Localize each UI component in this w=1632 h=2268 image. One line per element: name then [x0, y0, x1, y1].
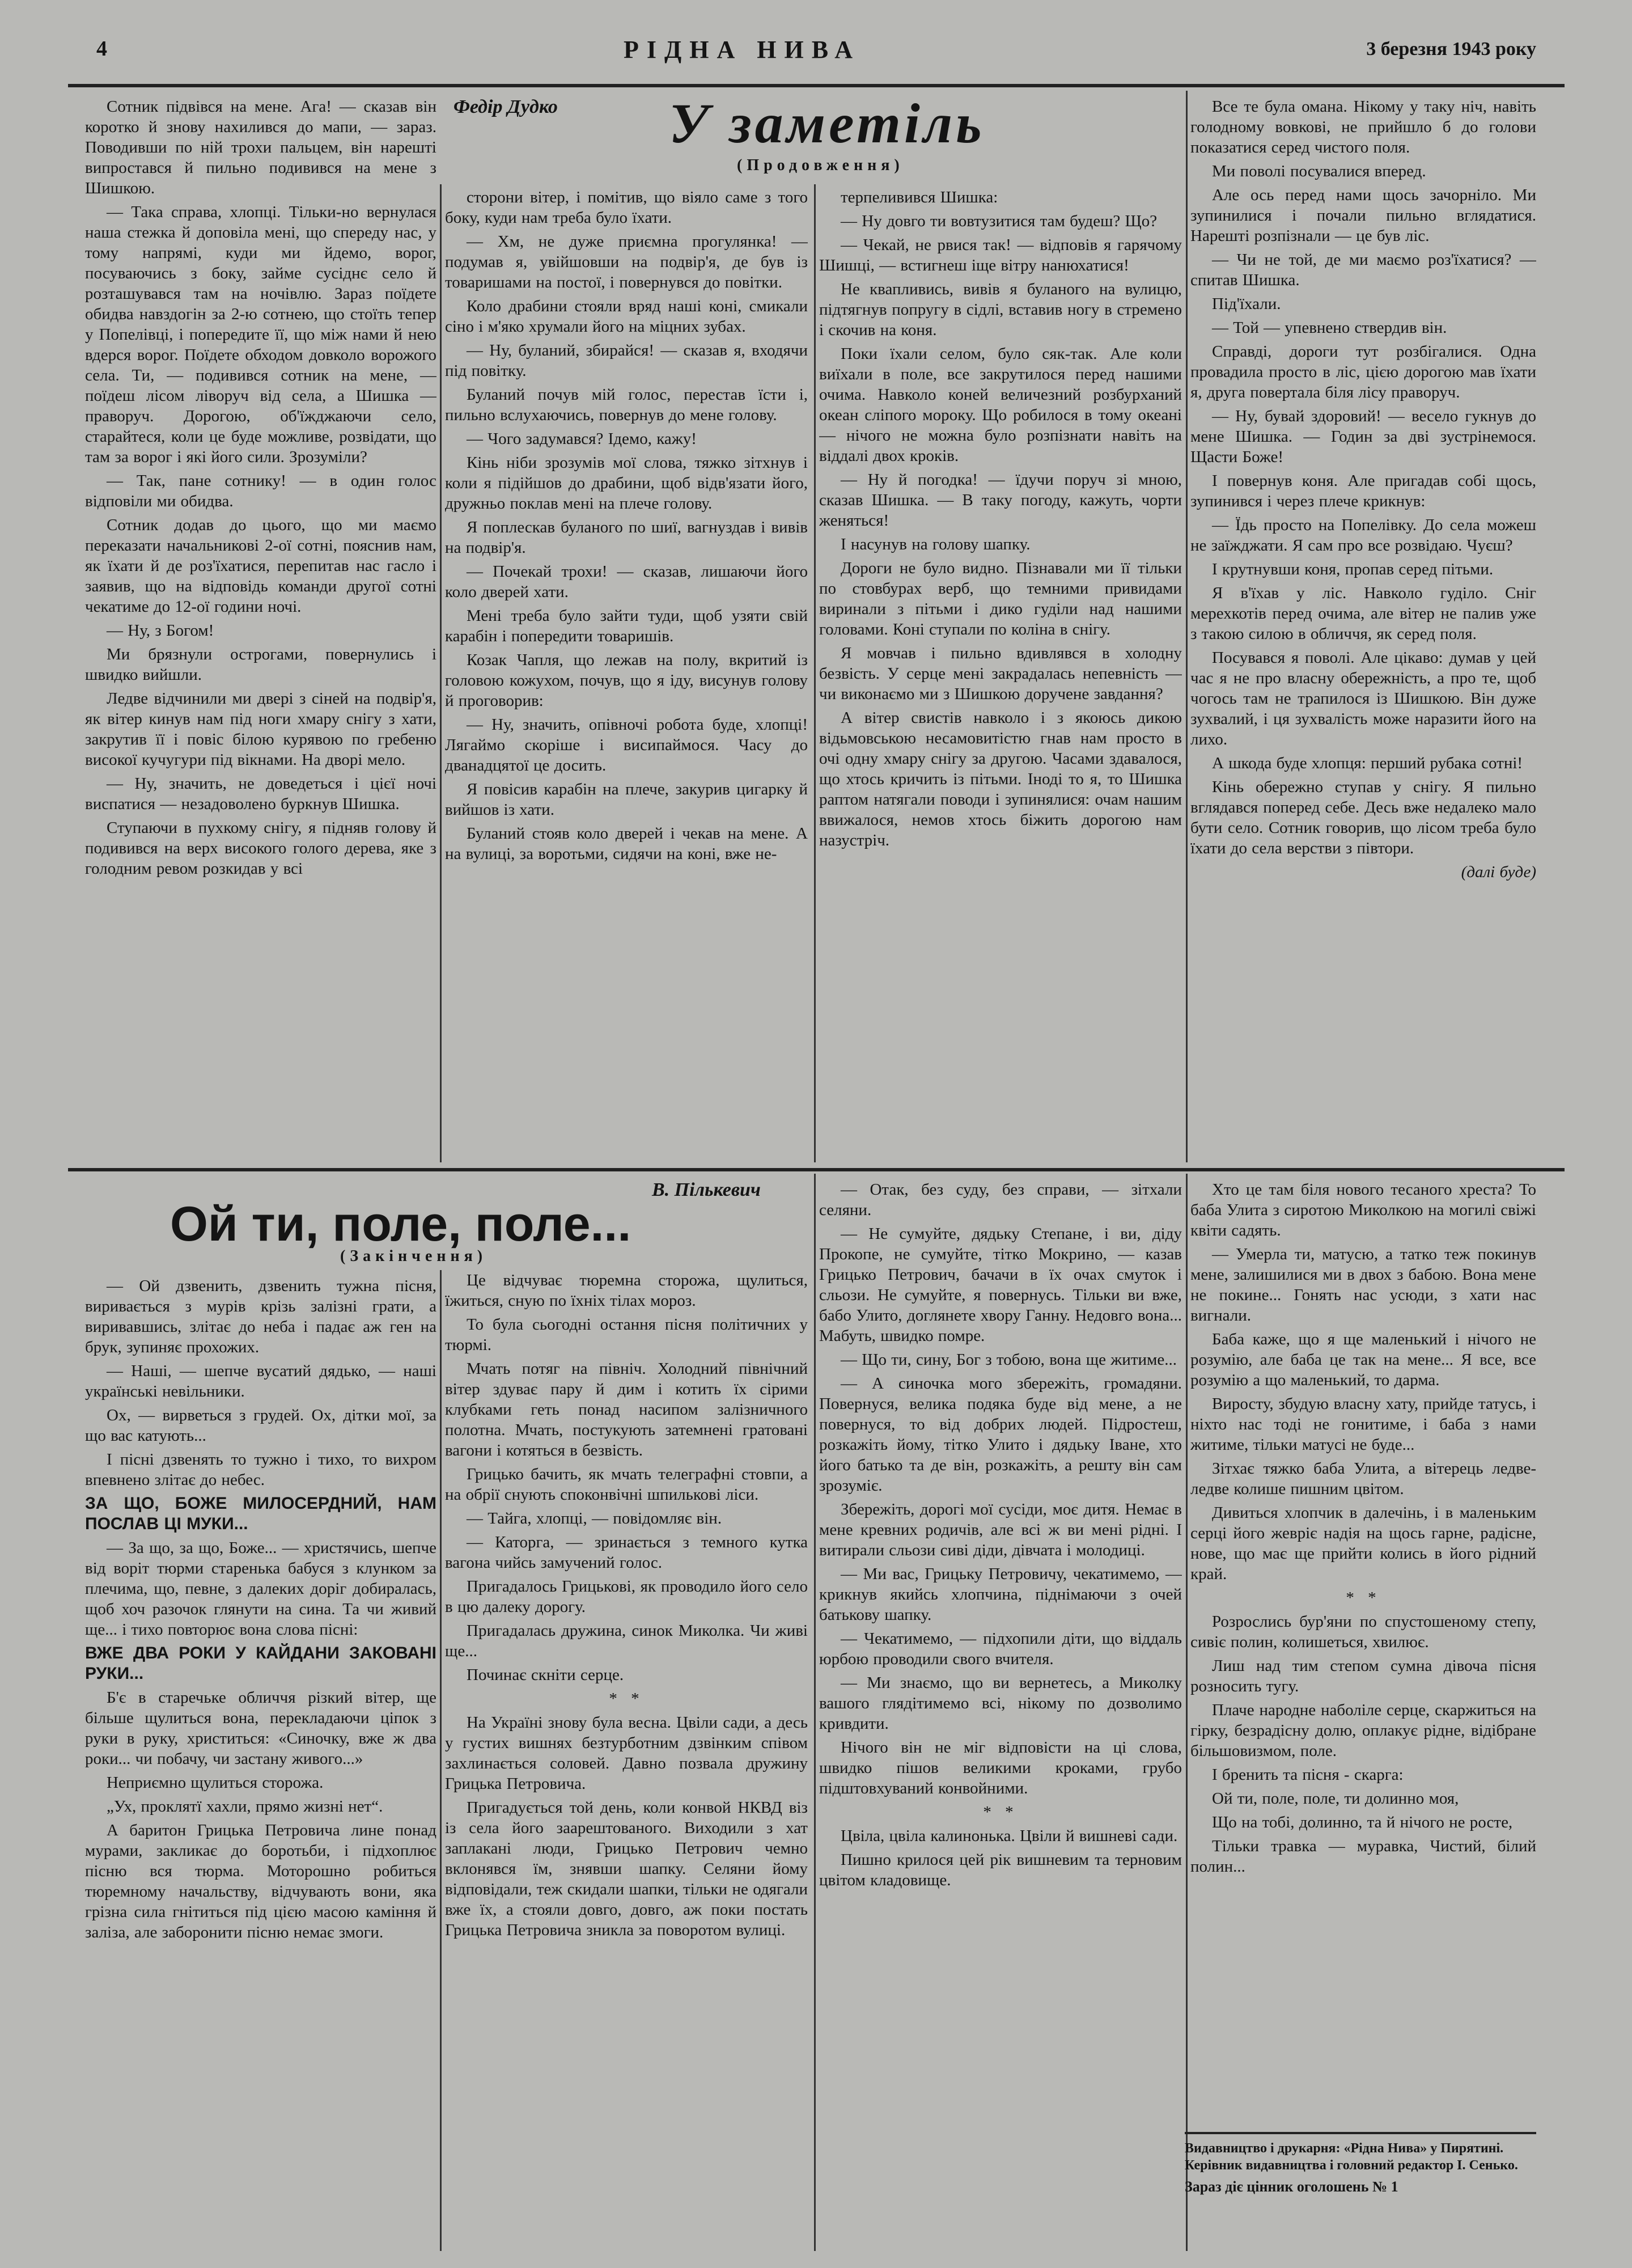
- column-divider: [814, 1174, 816, 2251]
- story2-author: В. Пількевич: [652, 1179, 761, 1200]
- paragraph: — Ми вас, Грицьку Петровичу, чекатимемо, — крикнув якийсь хлопчина, піднімаючи з очей батькову шапку.: [819, 1565, 1182, 1624]
- paragraph: — Почекай трохи! — сказав, лишаючи його коло дверей хати.: [445, 562, 808, 601]
- paragraph: ВЖЕ ДВА РОКИ У КАЙДАНИ ЗАКОВАНІ РУКИ...: [85, 1644, 436, 1683]
- paragraph: терпеливився Шишка:: [841, 188, 998, 206]
- paragraph: Розрослись бур'яни по спустошеному степу, сивіє полин, колишеться, хвилює.: [1190, 1613, 1536, 1651]
- paragraph: — Ой дзвенить, дзвенить тужна пісня, виривається з мурів крізь залізні грати, а виривавшись, злітає до неба і падає аж ген на брук, зупиняє прохожих.: [85, 1277, 436, 1356]
- paragraph: Сотник підвівся на мене. Ага! — сказав він коротко й знову нахилився до мапи, — зараз. Поводивши по ній трохи пальцем, він нарешті випростався й пильно подивився на мене з Шишкою.: [85, 98, 436, 197]
- paragraph: — За що, за що, Боже... — христячись, шепче від воріт тюрми старенька бабуся з клунком за плечима, що, певне, з далеких доріг добиралась, щоб хоч разочок глянути на сина. Та чи живий ще... і тихо повторює вона слова пісні:: [85, 1539, 436, 1639]
- paragraph: Що на тобі, долинно, та й нічого не росте,: [1212, 1813, 1513, 1831]
- paragraph: Ми поволі посувалися вперед.: [1212, 162, 1426, 180]
- paragraph: Баба каже, що я ще маленький і нічого не розумію, але баба це так на мене... Я все, все розумію а що маленький, то дарма.: [1190, 1330, 1536, 1389]
- paragraph: Козак Чапля, що лежав на полу, вкритий із головою кожухом, почув, що я іду, висунув голову й проговорив:: [445, 651, 808, 710]
- paragraph: Кінь ніби зрозумів мої слова, тяжко зітхнув і коли я підійшов до драбини, щоб відв'язати його, дружньо поклав мені на плече голову.: [445, 454, 808, 513]
- paragraph: Я мовчав і пильно вдивлявся в холодну безвість. У серце мені закрадалась непевність — чи виконаємо ми з Шишкою доручене завдання?: [819, 644, 1182, 703]
- story1-column-2: [445, 187, 808, 1162]
- story2-column-4: [1190, 1179, 1536, 2126]
- paragraph: — Ну, значить, не доведеться і цієї ночі виспатися — незадоволено буркнув Шишка.: [85, 775, 436, 813]
- column-divider: [440, 1270, 442, 2251]
- paragraph: Пишно крилося цей рік вишневим та терновим цвітом кладовище.: [819, 1851, 1182, 1889]
- paragraph: — А синочка мого збережіть, громадяни. Повернуся, велика подяка буде від мене, а не повернуся, то від добрих людей. Підростеш, розкажіть йому, тітко Улито і дядьку Іване, хто його батько та де він, розкажіть, а решту він сам зрозуміє.: [819, 1374, 1182, 1495]
- paragraph: Зітхає тяжко баба Улита, а вітерець ледве-ледве колише пишним цвітом.: [1190, 1459, 1536, 1498]
- paragraph: Справді, дороги тут розбігалися. Одна провадила просто в ліс, цією дорогою мав їхати я, друга повертала біля лісу праворуч.: [1190, 342, 1536, 401]
- paragraph: Неприємно щулиться сторожа.: [107, 1774, 324, 1792]
- story2-subtitle: (Закінчення): [340, 1247, 488, 1265]
- story1-column-3: [819, 187, 1182, 1162]
- paragraph: — Ну й погодка! — їдучи поруч зі мною, сказав Шишка. — В таку погоду, кажуть, чорти женяться!: [819, 471, 1182, 530]
- paragraph: сторони вітер, і помітив, що віяло саме з того боку, куди нам треба було їхати.: [445, 188, 808, 227]
- paragraph: — Ну, бувай здоровий! — весело гукнув до мене Шишка. — Годин за дві зустрінемося. Щасти Боже!: [1190, 407, 1536, 466]
- paragraph: Пригадалась дружина, синок Миколка. Чи живі ще...: [445, 1622, 808, 1660]
- paragraph: А баритон Грицька Петровича лине понад мурами, закликає до боротьби, і підхоплює пісню вся тюрма. Моторошно робиться тюремному начальству, відчувають вони, яка грізна сила гнітиться під цією масою каміння й заліза, але заборонити пісню немає змоги.: [85, 1821, 436, 1941]
- paragraph: А вітер свистів навколо і з якоюсь дикою відьмовською несамовитістю гнав нам просто в очі одну хмару снігу за другою. Часами здавалося, що хтось кричить із пітьми. Іноді то я, то Шишка раптом натягали поводи і зупинялися: очам нашим ввижалося, немов хтось біжить дорогою нам назустріч.: [819, 709, 1182, 849]
- paragraph: І крутнувши коня, пропав серед пітьми.: [1212, 560, 1494, 578]
- paragraph: Але ось перед нами щось зачорніло. Ми зупинилися і почали пильно вглядатися. Нарешті розпізнали — це був ліс.: [1190, 186, 1536, 245]
- imprint: [1185, 2132, 1536, 2195]
- story1-column-4: [1190, 96, 1536, 1162]
- paragraph: — Не сумуйте, дядьку Степане, і ви, діду Прокопе, не сумуйте, тітко Мокрино, — казав Грицько Петрович, бачачи в їх очах смуток і сльози. Не сумуйте, я повернусь. Тільки ви вже, бабо Улито, доглянете хвору Ганну. Недовго вона... Мабуть, швидко помре.: [819, 1225, 1182, 1345]
- paragraph: Ледве відчинили ми двері з сіней на подвір'я, як вітер кинув нам під ноги хмару снігу з хати, закрутив її і повіс білою курявою по гребеню високої кучугури під вікнами. На дворі мело.: [85, 689, 436, 769]
- paragraph: Мчать потяг на північ. Холодний північний вітер здуває пару й дим і котить їх сірими клубками геть понад насипом залізничного полотна. Мчать, постукують затемнені гратовані вагони і котяться в безвість.: [445, 1360, 808, 1459]
- paragraph: Поки їхали селом, було сяк-так. Але коли виїхали в поле, все закрутилося перед нашими очима. Навколо коней величезний розбурханий океан сліпого мороку. Що робилося в тому океані — нічого не можна було розпізнати навіть на віддалі двох кроків.: [819, 345, 1182, 465]
- paragraph: — Отак, без суду, без справи, — зітхали селяни.: [819, 1180, 1182, 1219]
- paragraph: ЗА ЩО, БОЖЕ МИЛОСЕРДНИЙ, НАМ ПОСЛАВ ЦІ МУКИ...: [85, 1494, 436, 1533]
- paragraph: — Каторга, — зринається з темного кутка вагона чийсь замучений голос.: [445, 1533, 808, 1572]
- paragraph: Посувався я поволі. Але цікаво: думав у цей час я не про власну обережність, а про те, щоб чогось там не трапилося із Шишкою. Він дуже зухвалий, і ця зухвалість може наразити його на лихо.: [1190, 649, 1536, 748]
- paragraph: Сотник додав до цього, що ми маємо переказати начальникові 2-ої сотні, пояснив нам, як їхати й де роз'їхатися, перепитав нас гасло і заявив, що на відповідь команди другої сотні чекатиме до 12-ої години ночі.: [85, 516, 436, 616]
- paragraph: Плаче народне наболіле серце, скаржиться на гірку, безрадісну долю, оплакує рідне, відібране більшовизмом, поле.: [1190, 1701, 1536, 1760]
- paragraph: Під'їхали.: [1212, 295, 1281, 313]
- paragraph: Ой ти, поле, поле, ти долинно моя,: [1212, 1789, 1459, 1808]
- paragraph: Збережіть, дорогі мої сусіди, моє дитя. Немає в мене кревних родичів, але всі ж ви мені рідні. І витирали сльози сиві діди, дівчата і молодиці.: [819, 1500, 1182, 1559]
- paragraph: Коло драбини стояли вряд наші коні, смикали сіно і м'яко хрумали його на міцних зубах.: [445, 297, 808, 336]
- column-divider: [1186, 91, 1188, 1162]
- paragraph: — Ну довго ти вовтузитися там будеш? Що?: [841, 212, 1158, 230]
- paragraph: Тільки травка — муравка, Чистий, білий полин...: [1190, 1837, 1536, 1876]
- paragraph: — Ну, буланий, збирайся! — сказав я, входячи під повітку.: [445, 341, 808, 380]
- paragraph: — Ну, з Богом!: [107, 621, 214, 640]
- paragraph: Ми брязнули острогами, повернулись і швидко вийшли.: [85, 645, 436, 684]
- story2-column-3: [819, 1179, 1182, 2251]
- paragraph: * *: [983, 1803, 1018, 1821]
- paragraph: * *: [1346, 1589, 1381, 1607]
- paragraph: Це відчуває тюремна сторожа, щулиться, їжиться, сную по їхніх тілах мороз.: [445, 1271, 808, 1310]
- paragraph: — Їдь просто на Попелівку. До села можеш не заїжджати. Я сам про все розвідаю. Чуєш?: [1190, 516, 1536, 555]
- section-rule: [68, 1168, 1565, 1171]
- paragraph: Хто це там біля нового тесаного хреста? То баба Улита з сиротою Миколкою на могилі свіжі квіти садять.: [1190, 1180, 1536, 1239]
- paragraph: Пригадалось Грицькові, як проводило його село в цю далеку дорогу.: [445, 1577, 808, 1616]
- paragraph: — Той — упевнено ствердив він.: [1212, 319, 1447, 337]
- paragraph: Пригадується той день, коли конвой НКВД віз із села його заарештованого. Виходили з хат заплакані люди, Грицько Петрович чемно вклонявся їм, знявши шапку. Селяни йому відповідали, теж скидали шапки, тільки не одягали вже їх, а стояли довго, довго, аж поки постать Грицька Петровича зникла за поворотом вулиці.: [445, 1799, 808, 1939]
- paragraph: — Умерла ти, матусю, а татко теж покинув мене, залишилися ми в двох з бабою. Вона мене не покине... Гонять нас усюди, з хати нас вигнали.: [1190, 1245, 1536, 1325]
- paragraph: Грицько бачить, як мчать телеграфні стовпи, а на обрії снують споконвічні шпилькові ліси.: [445, 1465, 808, 1504]
- paragraph: Ох, — вирветься з грудей. Ох, дітки мої, за що вас катують...: [85, 1406, 436, 1445]
- paragraph: Не квапливись, вивів я буланого на вулицю, підтягнув попругу в сідлі, вставив ногу в стремено і скочив на коня.: [819, 280, 1182, 339]
- paragraph: — Чекай, не рвися так! — відповів я гарячому Шишці, — встигнеш іще вітру нанюхатися!: [819, 236, 1182, 274]
- paragraph: — Ми знаємо, що ви вернетесь, а Миколку вашого глядітимемо всі, нікому по дозволимо кривдити.: [819, 1674, 1182, 1733]
- paragraph: — Чого задумався? Ідемо, кажу!: [467, 430, 697, 448]
- paragraph: Дороги не було видно. Пізнавали ми її тільки по стовбурах верб, що темними привидами виринали з пітьми і дико гуділи над нашими головами. Коні ступали по коліна в снігу.: [819, 559, 1182, 638]
- story2-column-2: [445, 1270, 808, 2251]
- paragraph: Цвіла, цвіла калинонька. Цвіли й вишневі сади.: [841, 1827, 1178, 1845]
- column-divider: [1186, 1174, 1188, 2251]
- story1-author: Федір Дудко: [453, 96, 558, 117]
- issue-date: 3 березня 1943 року: [1366, 39, 1536, 60]
- paragraph: — Ну, значить, опівночі робота буде, хлопці! Лягаймо скоріше і висипаймося. Часу до дванадцятої це досить.: [445, 716, 808, 775]
- paragraph: Виросту, збудую власну хату, прийде татусь, і ніхто нас тоді не гонитиме, і баба з нами житиме, тільки матусі не буде...: [1190, 1395, 1536, 1454]
- advertising-note: Зараз діє цінник оголошень № 1: [1185, 2178, 1398, 2195]
- paragraph: Б'є в старечьке обличчя різкий вітер, ще більше щулиться вона, перекладаючи ціпок з руки в руку, христиться: «Синочку, вже ж два роки... чи побачу, чи застану живого...»: [85, 1689, 436, 1768]
- story1-subtitle: (Продовження): [737, 156, 904, 174]
- masthead: [85, 34, 1536, 68]
- paragraph: — Наші, — шепче вусатий дядько, — наші українські невільники.: [85, 1362, 436, 1400]
- paragraph: — Така справа, хлопці. Тільки-но вернулася наша стежка й доповіла мені, що спереду нас, у тому напрямі, куди ми йдемо, ворог, посуваючись з боку, займе сусіднє село й розташувався там на ночівлю. Зараз поїдете обидва навздогін за 2-ю сотнею, що стоїть тепер у Попелівці, і попередите її, що між нами й нею вдерся ворог. Поїдете обходом довколо ворожого села. Ти, — подивився сотник на мене, — поїдеш лісом ліворуч від села, а Шишка — праворуч. Дорогою, об'їжджаючи село, старайтеся, коли це буде можливе, розвідати, що там за ворог і які його сили. Зрозуміли?: [85, 203, 436, 466]
- paragraph: Буланий почув мій голос, перестав їсти і, пильно вслухаючись, повернув до мене голову.: [445, 386, 808, 424]
- paragraph: Лиш над тим степом сумна дівоча пісня розносить тугу.: [1190, 1657, 1536, 1695]
- paragraph: Буланий стояв коло дверей і чекав на мене. А на вулиці, за воротьми, сидячи на коні, вже не-: [445, 824, 808, 863]
- paragraph: Починає скніти серце.: [467, 1666, 624, 1684]
- paragraph: Я в'їхав у ліс. Навколо гуділо. Сніг мерехкотів перед очима, але вітер не палив уже з такою силою в обличчя, як серед поля.: [1190, 584, 1536, 643]
- paragraph: І повернув коня. Але пригадав собі щось, зупинився і через плече крикнув:: [1190, 472, 1536, 510]
- paragraph: * *: [609, 1690, 644, 1708]
- paragraph: То була сьогодні остання пісня політичних у тюрмі.: [445, 1315, 808, 1354]
- paragraph: — Хм, не дуже приємна прогулянка! — подумав я, увійшовши на подвір'я, де був із товаришами на постої, і повернувся до повітки.: [445, 232, 808, 291]
- continued-note: (далі буде): [1461, 863, 1536, 881]
- column-divider: [814, 184, 816, 1162]
- top-rule: [68, 84, 1565, 87]
- paragraph: — Так, пане сотнику! — в один голос відповіли ми обидва.: [85, 472, 436, 510]
- story1-column-1: [85, 96, 436, 1162]
- column-divider: [440, 184, 442, 1162]
- paragraph: На Україні знову була весна. Цвіли сади, а десь у густих вишнях безтурботним дзвінким співом захлинається соловей. Давно позвала дружину Грицька Петровича.: [445, 1713, 808, 1793]
- story1-title: У заметіль: [669, 92, 985, 155]
- paragraph: — Тайга, хлопці, — повідомляє він.: [467, 1509, 722, 1527]
- paragraph: Дивиться хлопчик в далечінь, і в маленьким серці його жевріє надія на щось гарне, радісне, нове, що має ще прийти колись в його рідний край.: [1190, 1504, 1536, 1583]
- paragraph: А шкода буде хлопця: перший рубака сотні!: [1212, 754, 1523, 772]
- page-number: 4: [96, 37, 107, 61]
- paragraph: І бренить та пісня - скарга:: [1212, 1766, 1404, 1784]
- paragraph: І насунув на голову шапку.: [841, 535, 1031, 553]
- paragraph: Все те була омана. Нікому у таку ніч, навіть голодному вовкові, не прийшло б до голови показатися серед чистого поля.: [1190, 98, 1536, 156]
- paragraph: Я поплескав буланого по шиї, вагнуздав і вивів на подвір'я.: [445, 518, 808, 557]
- paragraph: Я повісив карабін на плече, закурив цигарку й вийшов із хати.: [445, 780, 808, 819]
- story2-title: Ой ти, поле, поле...: [170, 1197, 631, 1251]
- paragraph: — Чи не той, де ми маємо роз'їхатися? — спитав Шишка.: [1190, 251, 1536, 289]
- story2-column-1: [85, 1276, 436, 2251]
- paragraph: — Що ти, сину, Бог з тобою, вона ще житиме...: [841, 1351, 1177, 1369]
- newspaper-name: РІДНА НИВА: [624, 36, 861, 64]
- paragraph: Ступаючи в пухкому снігу, я підняв голову й подивився на верх високого голого дерева, яке з голодним ревом розкидав у всі: [85, 819, 436, 878]
- paragraph: Нічого він не міг відповісти на ці слова, швидко пішов великими кроками, грубо підштовхуваний конвойними.: [819, 1738, 1182, 1797]
- paragraph: — Чекатимемо, — підхопили діти, що віддаль юрбою проводили свого вчителя.: [819, 1630, 1182, 1668]
- paragraph: „Ух, проклятї хахли, прямо жизні нет“.: [107, 1797, 383, 1816]
- paragraph: Кінь обережно ступав у снігу. Я пильно вглядався поперед себе. Десь вже недалеко мало бути село. Сотник говорив, що лісом треба було їхати до села верстви з півтори.: [1190, 778, 1536, 857]
- publisher-info: Видавництво і друкарня: «Рідна Нива» у Пирятині. Керівник видавництва і головний редактор І. Сенько.: [1185, 2141, 1518, 2173]
- paragraph: І пісні дзвенять то тужно і тихо, то вихром впевнено злітає до небес.: [85, 1450, 436, 1489]
- paragraph: Мені треба було зайти туди, щоб узяти свій карабін і попередити товаришів.: [445, 607, 808, 645]
